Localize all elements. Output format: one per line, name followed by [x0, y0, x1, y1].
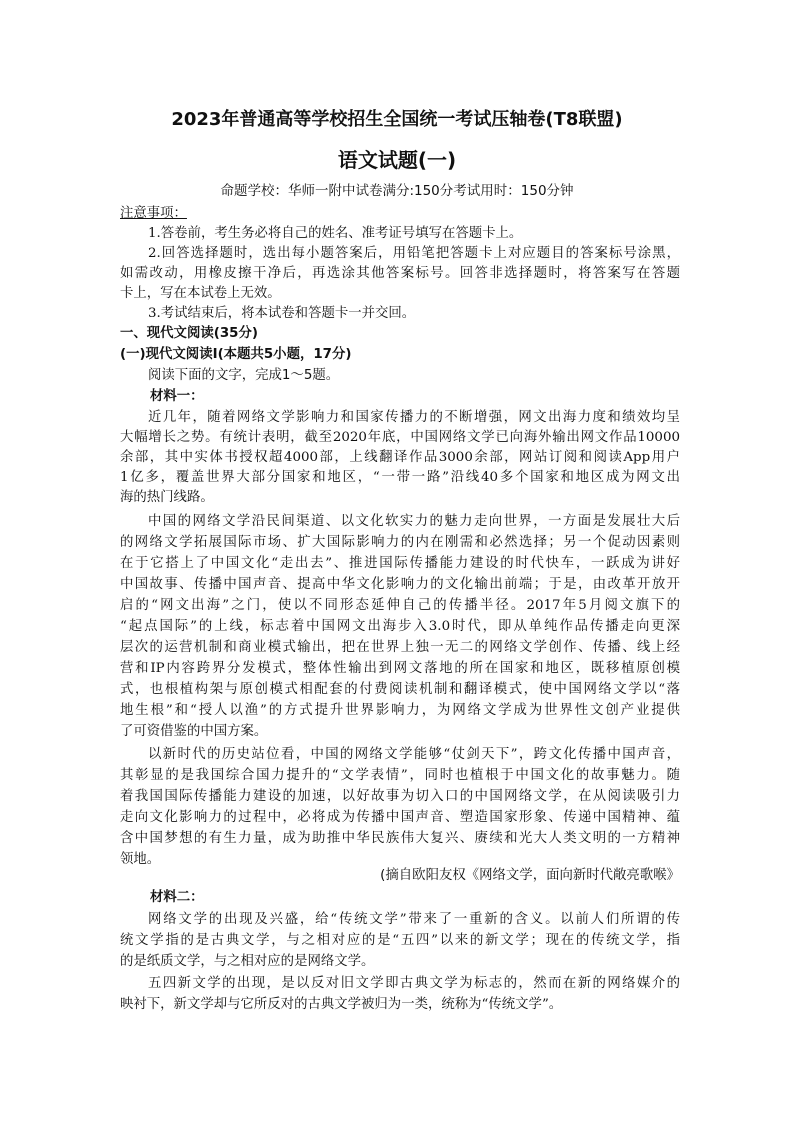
material-two-label: 材料二：	[150, 890, 204, 905]
paragraph-line: 领地。	[120, 852, 161, 867]
notice-line-2c: 卡上，写在本试卷上无效。	[120, 286, 281, 301]
paragraph-line: 映衬下，新文学却与它所反对的古典文学被归为一类，统称为“传统文学”。	[120, 997, 563, 1012]
paragraph-line: 的是纸质文学，与之相对应的是网络文学。	[120, 954, 375, 969]
paragraph-line: 的网络文学拓展国际市场、扩大国际影响力的内在刚需和必然选择；另一个促动因素则	[120, 535, 680, 550]
instruction-text: 阅读下面的文字，完成1～5题。	[148, 368, 340, 383]
paragraph-line: 以新时代的历史站位看，中国的网络文学能够“仗剑天下”，跨文化传播中国声音，	[148, 747, 680, 762]
subsection-heading: (一)现代文阅读Ⅰ(本题共5小题，17分)	[120, 347, 352, 362]
notice-line-3: 3.考试结束后，将本试卷和答题卡一并交回。	[148, 306, 416, 321]
notice-line-1: 1.答卷前，考生务必将自己的姓名、准考证号填写在答题卡上。	[148, 226, 523, 241]
paragraph-line: 中国故事、传播中国声音、提高中华文化影响力的文化输出前端；于是，由改革开放开	[120, 577, 680, 592]
exam-title: 2023年普通高等学校招生全国统一考试压轴卷(T8联盟)	[171, 109, 623, 130]
paragraph-line: 网络文学的出现及兴盛，给“传统文学”带来了一重新的含义。以前人们所谓的传	[148, 912, 680, 927]
paragraph-line: 余部，其中实体书授权超4000部，上线翻译作品3000余部，网站订阅和阅读App用户	[120, 450, 680, 465]
paragraph-line: 着我国国际传播能力建设的加速，以好故事为切入口的中国网络文学，在从阅读吸引力	[120, 789, 680, 804]
notice-heading: 注意事项：	[120, 206, 187, 221]
paragraph-line: 在于它搭上了中国文化“走出去”、推进国际传播能力建设的时代快车，一跃成为讲好	[120, 556, 680, 571]
paragraph-line: 启的“网文出海”之门，使以不同形态延伸自己的传播半径。2017年5月阅文旗下的	[120, 598, 680, 613]
paragraph-line: 式，也根植构架与原创模式相配套的付费阅读机制和翻译模式，使中国网络文学以“落	[120, 682, 680, 697]
paragraph-line: 了可资借鉴的中国方案。	[120, 724, 268, 739]
paragraph-line: 1亿多，覆盖世界大部分国家和地区，“一带一路”沿线40多个国家和地区成为网文出	[120, 470, 680, 485]
paragraph-line: 大幅增长之势。有统计表明，截至2020年底，中国网络文学已向海外输出网文作品10000	[120, 430, 680, 445]
paragraph-line: 走向文化影响力的过程中，必将成为传播中国声音、塑造国家形象、传递中国精神、蕴	[120, 810, 680, 825]
exam-meta: 命题学校：华师一附中试卷满分:150分考试用时：150分钟	[220, 183, 574, 199]
paragraph-line: 海的热门线路。	[120, 490, 214, 505]
paragraph-line: 地生根”和“授人以渔”的方式提升世界影响力，为网络文学成为世界性文创产业提供	[120, 703, 680, 718]
source-citation: (摘自欧阳友权《网络文学，面向新时代敞亮歌喉》	[380, 868, 680, 883]
paragraph-line: 中国的网络文学沿民间渠道、以文化软实力的魅力走向世界，一方面是发展壮大后	[148, 514, 680, 529]
paragraph-line: 营和IP内容跨界分发模式，整体性输出到网文落地的所在国家和地区，既移植原创模	[120, 661, 680, 676]
paragraph-line: 近几年，随着网络文学影响力和国家传播力的不断增强，网文出海力度和绩效均呈	[148, 410, 680, 425]
section-heading: 一、现代文阅读(35分)	[120, 326, 258, 341]
paragraph-line: 统文学指的是古典文学，与之相对应的是“五四”以来的新文学；现在的传统文学，指	[120, 933, 680, 948]
paper-subtitle: 语文试题(一)	[337, 148, 457, 172]
paragraph-line: 其彰显的是我国综合国力提升的“文学表情”，同时也植根于中国文化的故事魅力。随	[120, 768, 680, 783]
notice-line-2a: 2.回答选择题时，选出每小题答案后，用铅笔把答题卡上对应题目的答案标号涂黑，	[148, 246, 680, 261]
paragraph-line: 含中国梦想的有生力量，成为助推中华民族伟大复兴、赓续和光大人类文明的一方精神	[120, 831, 680, 846]
paragraph-line: 五四新文学的出现，是以反对旧文学即古典文学为标志的，然而在新的网络媒介的	[148, 976, 680, 991]
paragraph-line: “起点国际”的上线，标志着中国网文出海步入3.0时代，即从单纯作品传播走向更深	[120, 619, 680, 634]
paragraph-line: 层次的运营机制和商业模式输出，把在世界上独一无二的网络文学创作、传播、线上经	[120, 640, 680, 655]
material-one-label: 材料一：	[150, 389, 204, 404]
notice-line-2b: 如需改动，用橡皮擦干净后，再选涂其他答案标号。回答非选择题时，将答案写在答题	[120, 266, 680, 281]
